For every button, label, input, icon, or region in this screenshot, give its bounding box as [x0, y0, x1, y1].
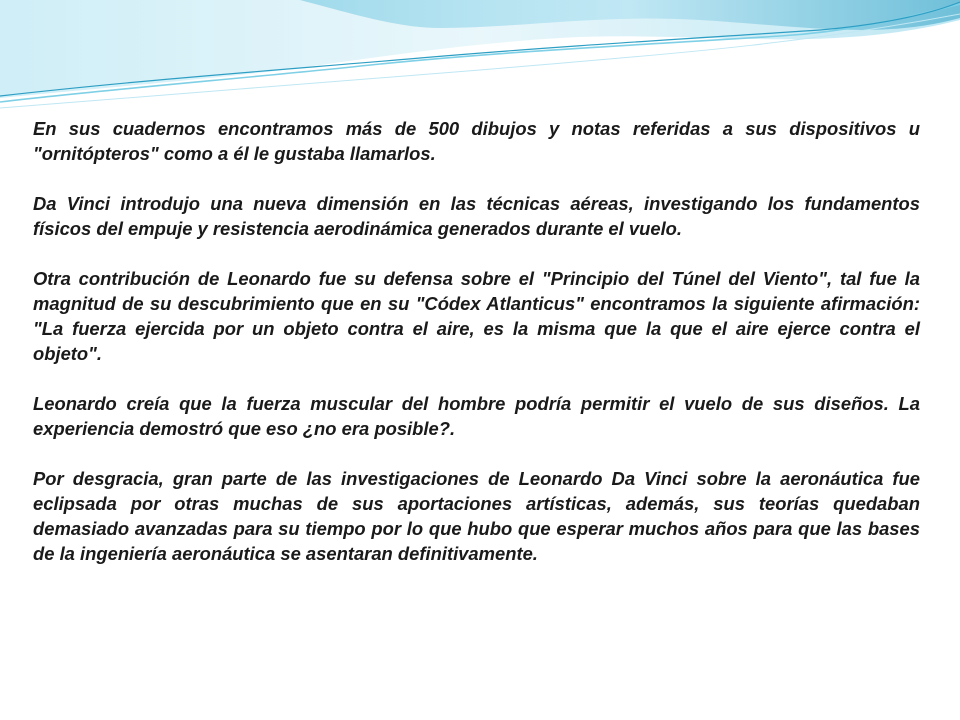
paragraph-dimension-aerea: Da Vinci introdujo una nueva dimensión en las técnicas aéreas, investigando los fundamentos físicos del empuje y resistencia aerodinámica generados durante el vuelo. [33, 193, 920, 239]
paragraph-tunel-del-viento: Otra contribución de Leonardo fue su defensa sobre el "Principio del Túnel del Viento", tal fue la magnitud de su descubrimiento que en su "Códex Atlanticus" encontramos la siguiente afirmación: "La fuerza ejercida por un objeto contra el aire, es la misma que la que el aire ejerce contra el objeto". [33, 268, 920, 364]
paragraph-ornitopteros: En sus cuadernos encontramos más de 500 dibujos y notas referidas a sus dispositivos u "ornitópteros" como a él le gustaba llamarlos. [33, 118, 920, 164]
paragraph-fuerza-muscular: Leonardo creía que la fuerza muscular del hombre podría permitir el vuelo de sus diseños. La experiencia demostró que eso ¿no era posible?. [33, 393, 920, 439]
slide-body [33, 116, 920, 591]
decorative-wave-header [0, 0, 960, 120]
paragraph-por-desgracia: Por desgracia, gran parte de las investigaciones de Leonardo Da Vinci sobre la aeronáutica fue eclipsada por otras muchas de sus aportaciones artísticas, además, sus teorías quedaban demasiado avanzadas para su tiempo por lo que hubo que esperar muchos años para que las bases de la ingeniería aeronáutica se asentaran definitivamente. [33, 468, 920, 564]
